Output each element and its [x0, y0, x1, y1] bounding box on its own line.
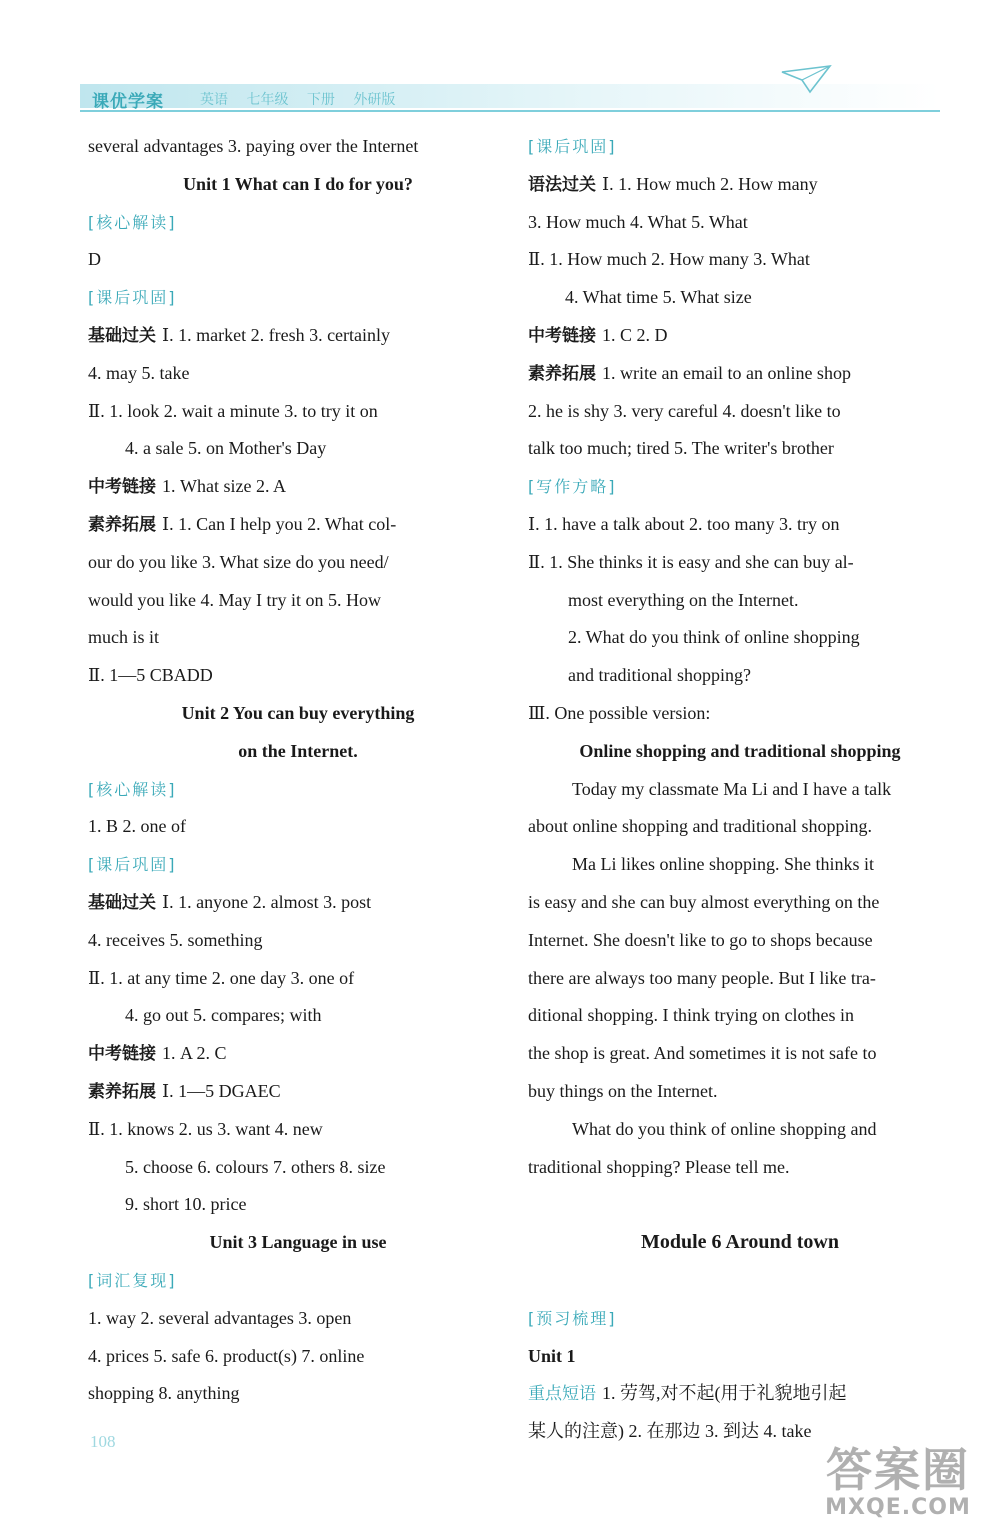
- section-tag-core: [核心解读]: [88, 779, 177, 799]
- page-number: 108: [90, 1432, 116, 1451]
- left-column: [88, 128, 508, 1413]
- phrase-text: 1. 劳驾,对不起(用于礼貌地引起: [602, 1383, 847, 1404]
- answer-line: 4. prices 5. safe 6. product(s) 7. online: [88, 1345, 365, 1366]
- spacer: [528, 1186, 952, 1224]
- label-zhongkao: 中考链接: [88, 477, 156, 498]
- answer-line: Ⅰ. 1. have a talk about 2. too many 3. try on: [528, 513, 840, 534]
- answer-line: 4. What time 5. What size: [565, 287, 752, 308]
- answer-line: 5. choose 6. colours 7. others 8. size: [125, 1156, 386, 1177]
- essay-line: traditional shopping? Please tell me.: [528, 1156, 790, 1177]
- watermark-logo: [818, 1444, 978, 1524]
- answer-text: 1. What size 2. A: [162, 476, 286, 497]
- label-suyang: 素养拓展: [88, 1081, 156, 1102]
- essay-line: Ma Li likes online shopping. She thinks it: [572, 854, 874, 875]
- right-column: [528, 128, 952, 1451]
- watermark-cn: 答案圈: [826, 1443, 970, 1497]
- essay-line: buy things on the Internet.: [528, 1080, 718, 1101]
- answer-line: talk too much; tired 5. The writer's brother: [528, 438, 834, 459]
- essay-line: there are always too many people. But I like tra-: [528, 967, 876, 988]
- label-jichu: 基础过关: [88, 892, 156, 913]
- answer-text: Ⅰ. 1. Can I help you 2. What col-: [162, 513, 397, 534]
- answer-line: 4. go out 5. compares; with: [125, 1005, 322, 1026]
- answer-line: 3. How much 4. What 5. What: [528, 211, 748, 232]
- answer-line: shopping 8. anything: [88, 1383, 240, 1404]
- answer-line: Ⅱ. 1. knows 2. us 3. want 4. new: [88, 1118, 323, 1139]
- answer-line: Ⅱ. 1. at any time 2. one day 3. one of: [88, 967, 355, 988]
- answer-line: 1. way 2. several advantages 3. open: [88, 1307, 352, 1328]
- label-zhongkao: 中考链接: [528, 325, 596, 346]
- answer-line: 2. he is shy 3. very careful 4. doesn't like to: [528, 400, 841, 421]
- essay-line: What do you think of online shopping and: [572, 1118, 877, 1139]
- section-tag-after-class: [课后巩固]: [88, 288, 177, 308]
- unit1-title: Unit 1 What can I do for you?: [183, 173, 413, 194]
- answer-line: 2. What do you think of online shopping: [568, 627, 860, 648]
- answer-line: 4. receives 5. something: [88, 929, 263, 950]
- answer-line: and traditional shopping?: [568, 665, 751, 686]
- unit1-label: Unit 1: [528, 1345, 576, 1366]
- section-tag-after-class: [课后巩固]: [88, 855, 177, 875]
- unit3-title: Unit 3 Language in use: [209, 1232, 387, 1253]
- answer-line: Ⅱ. 1. look 2. wait a minute 3. to try it on: [88, 400, 378, 421]
- answer-line: [528, 166, 952, 204]
- module-title: Module 6 Around town: [640, 1231, 839, 1254]
- essay-line: is easy and she can buy almost everything on the: [528, 891, 880, 912]
- essay-line: about online shopping and traditional shopping.: [528, 816, 872, 837]
- answer-line: [528, 355, 952, 393]
- essay-title: Online shopping and traditional shopping: [579, 740, 901, 761]
- header-brand: 课优学案: [92, 92, 164, 112]
- phrase-line: 某人的注意) 2. 在那边 3. 到达 4. take: [528, 1421, 812, 1442]
- answer-text: Ⅰ. 1. anyone 2. almost 3. post: [162, 891, 372, 912]
- essay-line: Today my classmate Ma Li and I have a talk: [572, 778, 892, 799]
- answer-text: 1. A 2. C: [162, 1043, 227, 1064]
- answer-line: most everything on the Internet.: [568, 589, 799, 610]
- answer-line: would you like 4. May I try it on 5. How: [88, 589, 381, 610]
- answer-line: several advantages 3. paying over the Internet: [88, 136, 419, 156]
- answer-line: 1. B 2. one of: [88, 816, 186, 837]
- label-suyang: 素养拓展: [88, 514, 156, 535]
- essay-line: Internet. She doesn't like to go to shops because: [528, 929, 873, 950]
- answer-line: [528, 317, 952, 355]
- answer-line: much is it: [88, 627, 159, 648]
- label-jichu: 基础过关: [88, 325, 156, 346]
- label-yufa: 语法过关: [528, 174, 596, 195]
- label-suyang: 素养拓展: [528, 363, 596, 384]
- essay-line: ditional shopping. I think trying on clothes in: [528, 1005, 854, 1026]
- paper-plane-icon: [780, 62, 832, 96]
- label-zhongdian: 重点短语: [528, 1384, 596, 1405]
- answer-line: our do you like 3. What size do you need/: [88, 551, 389, 572]
- answer-line: Ⅱ. 1. How much 2. How many 3. What: [528, 249, 810, 270]
- answer-line: [88, 1035, 508, 1073]
- section-tag-after-class: [课后巩固]: [528, 137, 617, 156]
- phrase-line: [528, 1375, 952, 1413]
- answer-line: 4. a sale 5. on Mother's Day: [125, 438, 327, 459]
- section-tag-core: [核心解读]: [88, 212, 177, 232]
- section-tag-vocab: [词汇复现]: [88, 1270, 177, 1290]
- answer-text: Ⅰ. 1. How much 2. How many: [602, 173, 818, 194]
- watermark-url: MXQE.COM: [825, 1495, 971, 1520]
- answer-line: 4. may 5. take: [88, 362, 190, 383]
- answer-line: [88, 317, 508, 355]
- answer-text: 1. write an email to an online shop: [602, 362, 851, 383]
- header-subtitle: 英语 七年级 下册 外研版: [200, 92, 396, 108]
- answer-line: Ⅲ. One possible version:: [528, 702, 711, 723]
- section-tag-writing: [写作方略]: [528, 477, 617, 497]
- answer-line: D: [88, 249, 101, 270]
- answer-line: Ⅱ. 1—5 CBADD: [88, 665, 213, 686]
- spacer: [528, 1262, 952, 1300]
- answer-line: Ⅱ. 1. She thinks it is easy and she can buy al-: [528, 551, 854, 572]
- answer-line: [88, 468, 508, 506]
- header-rule: [80, 110, 940, 112]
- section-tag-preview: [预习梳理]: [528, 1308, 617, 1328]
- answer-line: 9. short 10. price: [125, 1194, 247, 1215]
- unit2-title-cont: on the Internet.: [238, 740, 358, 761]
- essay-line: the shop is great. And sometimes it is not safe to: [528, 1043, 877, 1064]
- label-zhongkao: 中考链接: [88, 1044, 156, 1065]
- answer-text: Ⅰ. 1. market 2. fresh 3. certainly: [162, 324, 391, 345]
- answer-line: [88, 1073, 508, 1111]
- unit2-title: Unit 2 You can buy everything: [181, 702, 415, 723]
- answer-line: [88, 506, 508, 544]
- answer-line: [88, 884, 508, 922]
- answer-text: Ⅰ. 1—5 DGAEC: [162, 1080, 281, 1101]
- answer-text: 1. C 2. D: [602, 324, 668, 345]
